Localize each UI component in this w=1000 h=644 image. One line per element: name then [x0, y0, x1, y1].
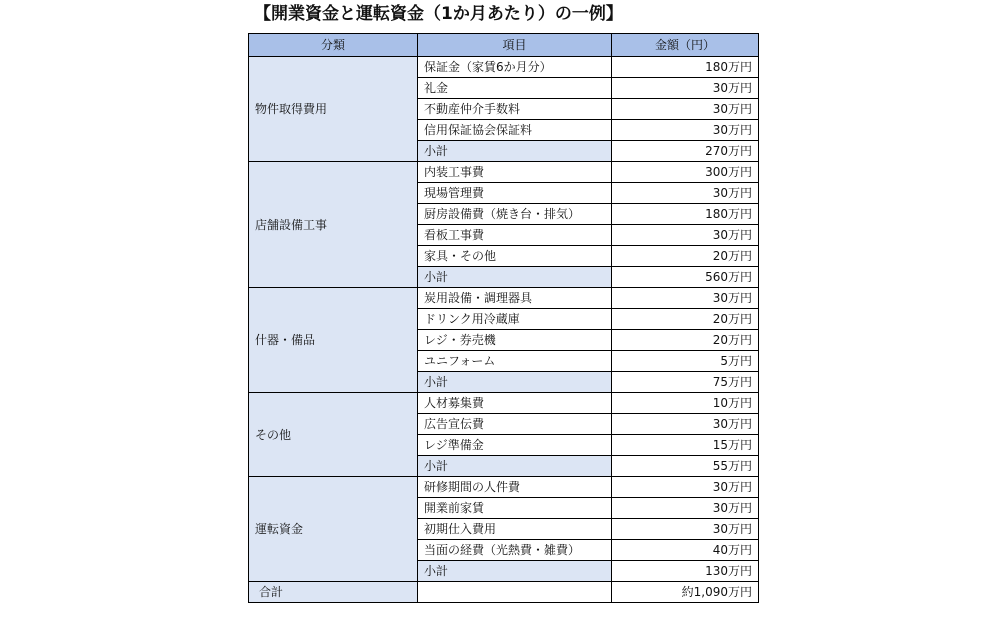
- item-name: 研修期間の人件費: [418, 477, 612, 498]
- item-amount: 30万円: [612, 288, 759, 309]
- item-name: ユニフォーム: [418, 351, 612, 372]
- item-amount: 30万円: [612, 414, 759, 435]
- subtotal-amount: 55万円: [612, 456, 759, 477]
- table-row: [249, 477, 759, 498]
- item-amount: 30万円: [612, 519, 759, 540]
- item-name: 厨房設備費（焼き台・排気）: [418, 204, 612, 225]
- item-name: 当面の経費（光熱費・雑費）: [418, 540, 612, 561]
- item-amount: 15万円: [612, 435, 759, 456]
- item-amount: 30万円: [612, 99, 759, 120]
- item-amount: 30万円: [612, 183, 759, 204]
- item-amount: 10万円: [612, 393, 759, 414]
- item-amount: 20万円: [612, 330, 759, 351]
- total-amount: 約1,090万円: [612, 582, 759, 603]
- subtotal-amount: 130万円: [612, 561, 759, 582]
- item-name: 看板工事費: [418, 225, 612, 246]
- item-amount: 30万円: [612, 78, 759, 99]
- item-amount: 30万円: [612, 498, 759, 519]
- subtotal-label: 小計: [418, 372, 612, 393]
- header-row: [249, 34, 759, 57]
- table-body: [249, 57, 759, 603]
- item-name: 礼金: [418, 78, 612, 99]
- table-row: [249, 288, 759, 309]
- table-header: [249, 34, 759, 57]
- item-amount: 5万円: [612, 351, 759, 372]
- item-name: 現場管理費: [418, 183, 612, 204]
- document-title: 【開業資金と運転資金（1か月あたり）の一例】: [254, 4, 623, 24]
- budget-table: [248, 33, 759, 603]
- item-amount: 30万円: [612, 225, 759, 246]
- item-name: レジ・券売機: [418, 330, 612, 351]
- item-name: 炭用設備・調理器具: [418, 288, 612, 309]
- table-row: [249, 57, 759, 78]
- item-name: レジ準備金: [418, 435, 612, 456]
- item-name: 不動産仲介手数料: [418, 99, 612, 120]
- item-name: 開業前家賃: [418, 498, 612, 519]
- item-name: 広告宣伝費: [418, 414, 612, 435]
- subtotal-label: 小計: [418, 267, 612, 288]
- subtotal-label: 小計: [418, 141, 612, 162]
- total-blank-cell: [418, 582, 612, 603]
- total-label: 合計: [249, 582, 418, 603]
- item-amount: 300万円: [612, 162, 759, 183]
- subtotal-amount: 560万円: [612, 267, 759, 288]
- table-row: [249, 393, 759, 414]
- header-category: 分類: [249, 34, 418, 57]
- item-name: 人材募集費: [418, 393, 612, 414]
- item-name: 家具・その他: [418, 246, 612, 267]
- item-name: 信用保証協会保証料: [418, 120, 612, 141]
- subtotal-label: 小計: [418, 561, 612, 582]
- category-cell: 運転資金: [249, 477, 418, 582]
- header-item: 項目: [418, 34, 612, 57]
- item-amount: 30万円: [612, 477, 759, 498]
- item-name: 内装工事費: [418, 162, 612, 183]
- item-amount: 20万円: [612, 246, 759, 267]
- item-name: 初期仕入費用: [418, 519, 612, 540]
- item-amount: 20万円: [612, 309, 759, 330]
- subtotal-amount: 270万円: [612, 141, 759, 162]
- total-row: [249, 582, 759, 603]
- subtotal-label: 小計: [418, 456, 612, 477]
- item-amount: 180万円: [612, 57, 759, 78]
- category-cell: 什器・備品: [249, 288, 418, 393]
- category-cell: 物件取得費用: [249, 57, 418, 162]
- item-name: ドリンク用冷蔵庫: [418, 309, 612, 330]
- item-amount: 180万円: [612, 204, 759, 225]
- item-amount: 40万円: [612, 540, 759, 561]
- item-amount: 30万円: [612, 120, 759, 141]
- table-row: [249, 162, 759, 183]
- category-cell: その他: [249, 393, 418, 477]
- item-name: 保証金（家賃6か月分）: [418, 57, 612, 78]
- subtotal-amount: 75万円: [612, 372, 759, 393]
- category-cell: 店舗設備工事: [249, 162, 418, 288]
- header-amount: 金額（円）: [612, 34, 759, 57]
